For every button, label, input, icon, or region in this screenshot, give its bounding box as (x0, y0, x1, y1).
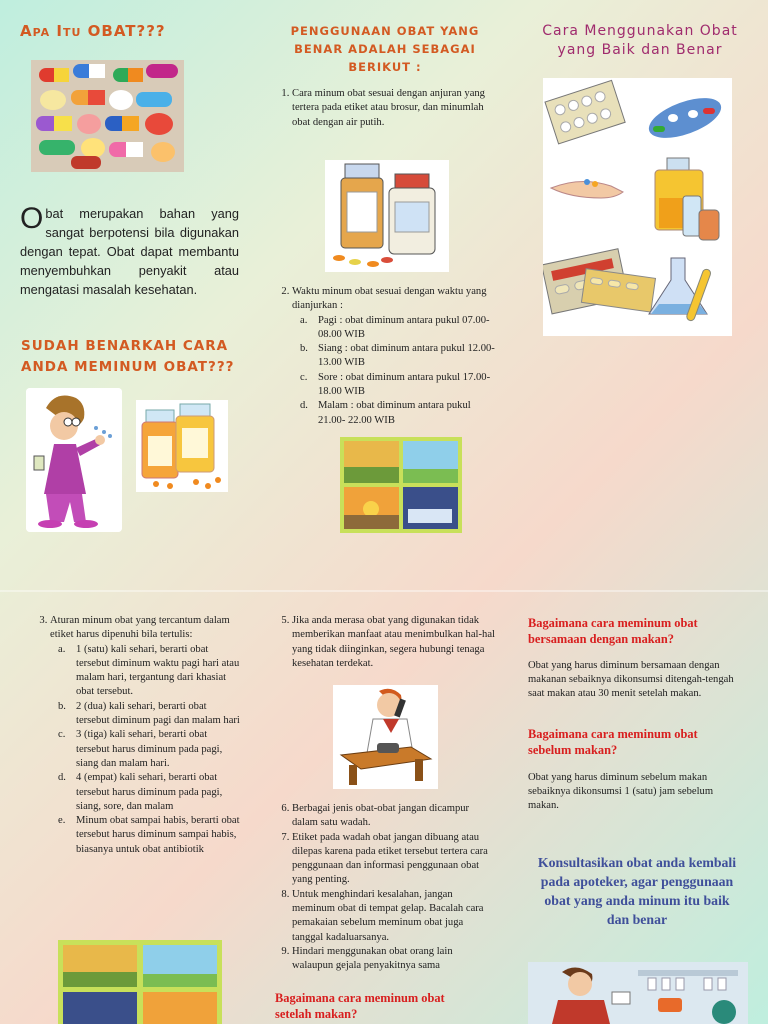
list-item-6: 6. Berbagai jenis obat-obat jangan dicampur dalam satu wadah. (292, 802, 496, 831)
sublist-item: b. Siang : obat diminum antara pukul 12.00- 13.00 WIB (300, 343, 495, 369)
panel2-title-line-3: BERIKUT : (348, 60, 422, 74)
pharmacist-image (528, 962, 748, 1024)
subtitle-line-2: ANDA MEMINUM OBAT??? (21, 359, 235, 375)
sublist-item: c. 3 (tiga) kali sehari, berarti obat tersebut harus diminum pada pagi, siang dan malam hari. (58, 729, 223, 769)
pills-photo (31, 60, 184, 172)
text-with-meal: Obat yang harus diminum bersamaan dengan makanan sebaiknya dikonsumsi ditengah-tengah saat makan atau 30 menit setelah makan. (528, 660, 734, 699)
panel1-intro (20, 204, 239, 299)
list-item-7: 7. Etiket pada wadah obat jangan dibuang atau dilepas karena pada etiket tersebut tertera cara penggunaan dan informasi penggunaan obat yang penting. (292, 831, 496, 888)
intro-text: bat merupakan bahan yang sangat berpotensi bila digunakan dengan tepat. Obat dapat membantu menyembuhkan penyakit atau mengatasi masalah kesehatan. (20, 206, 239, 297)
panel2-title-line-2: BENAR ADALAH SEBAGAI (294, 42, 476, 56)
list-item-5: 5. Jika anda merasa obat yang digunakan tidak memberikan manfaat atau menimbulkan hal-hal yang tidak diinginkan, segera hubungi tenaga kesehatan terdekat. (292, 614, 496, 671)
time-sublist (292, 314, 496, 428)
list-item-8: 8. Untuk menghindari kesalahan, jangan meminum obat di tempat gelap. Bacalah cara pemakaian sebelum meminum obat juga tanggal kadaluarsanya. (292, 888, 496, 945)
consultation-note: Konsultasikan obat anda kembali pada apoteker, agar penggunaan obat yang anda minum itu baik dan benar (537, 855, 737, 927)
sublist-item: c. Sore : obat diminum antara pukul 17.00- 18.00 WIB (300, 371, 491, 398)
dosage-sublist (50, 643, 242, 857)
panel4-list (24, 614, 242, 857)
subtitle-line-1: SUDAH BENARKAH CARA (21, 338, 229, 354)
fold-line (0, 590, 768, 592)
time-of-day-image (340, 437, 462, 533)
panel2-title-line-1: PENGGUNAAN OBAT YANG (290, 24, 480, 38)
sublist-item: d. 4 (empat) kali sehari, berarti obat tersebut harus diminum pada pagi, siang, sore, dan malam (58, 772, 223, 812)
list-item-9: 9. Hindari menggunakan obat orang lain walaupun gejala penyakitnya sama (292, 945, 496, 974)
woman-taking-pills-image (26, 388, 122, 532)
sublist-item: d. Malam : obat diminum antara pukul 21.00- 22.00 WIB (300, 400, 471, 426)
medicine-bottles-image (325, 160, 449, 272)
panel5-list-part2 (266, 802, 496, 974)
list-item-2 (292, 285, 496, 428)
list-item-3-intro: Aturan minum obat yang tercantum dalam etiket harus dipenuhi bila tertulis: (50, 615, 230, 641)
panel1-title: Apa Itu OBAT??? (20, 22, 166, 40)
panel2-list-part2 (266, 285, 496, 428)
panel2-list-part1 (266, 87, 496, 130)
list-item-2-intro: Waktu minum obat sesuai dengan waktu yang dianjurkan : (292, 286, 487, 312)
panel3-title-line-2: yang Baik dan Benar (557, 42, 723, 58)
time-of-day-image-2 (58, 940, 222, 1024)
panel1-subtitle (21, 336, 234, 378)
sublist-item: a. Pagi : obat diminum antara pukul 07.00- 08.00 WIB (300, 314, 490, 340)
list-item-3 (50, 614, 242, 857)
heading-with-meal: Bagaimana cara meminum obat bersamaan dengan makan? (528, 616, 698, 646)
heading-before-meal: Bagaimana cara meminum obat sebelum makan? (528, 727, 698, 757)
drop-cap: O (20, 202, 44, 235)
heading-after-meal: Bagaimana cara meminum obat setelah makan? (275, 991, 445, 1021)
panel2-title (270, 22, 500, 76)
panel3-title-line-1: Cara Menggunakan Obat (542, 23, 738, 39)
sublist-item: e. Minum obat sampai habis, berarti obat tersebut harus diminum sampai habis, biasanya untuk obat antibiotik (58, 815, 240, 855)
medicine-forms-image (543, 78, 732, 336)
panel3-title (520, 22, 760, 60)
list-item-1: 1. Cara minum obat sesuai dengan anjuran yang tertera pada etiket atau brosur, dan minumlah obat dengan air putih. (292, 87, 496, 130)
panel5-list-part1 (266, 614, 496, 671)
sublist-item: a. 1 (satu) kali sehari, berarti obat tersebut diminum waktu pagi hari atau malam hari, tergantung dari khasiat obat tersebut. (58, 643, 240, 698)
man-on-phone-image (333, 685, 438, 789)
pill-bottles-image (136, 400, 228, 492)
text-before-meal: Obat yang harus diminum sebelum makan sebaiknya dikonsumsi 1 (satu) jam sebelum makan. (528, 772, 714, 811)
sublist-item: b. 2 (dua) kali sehari, berarti obat tersebut diminum pagi dan malam hari (58, 700, 240, 727)
